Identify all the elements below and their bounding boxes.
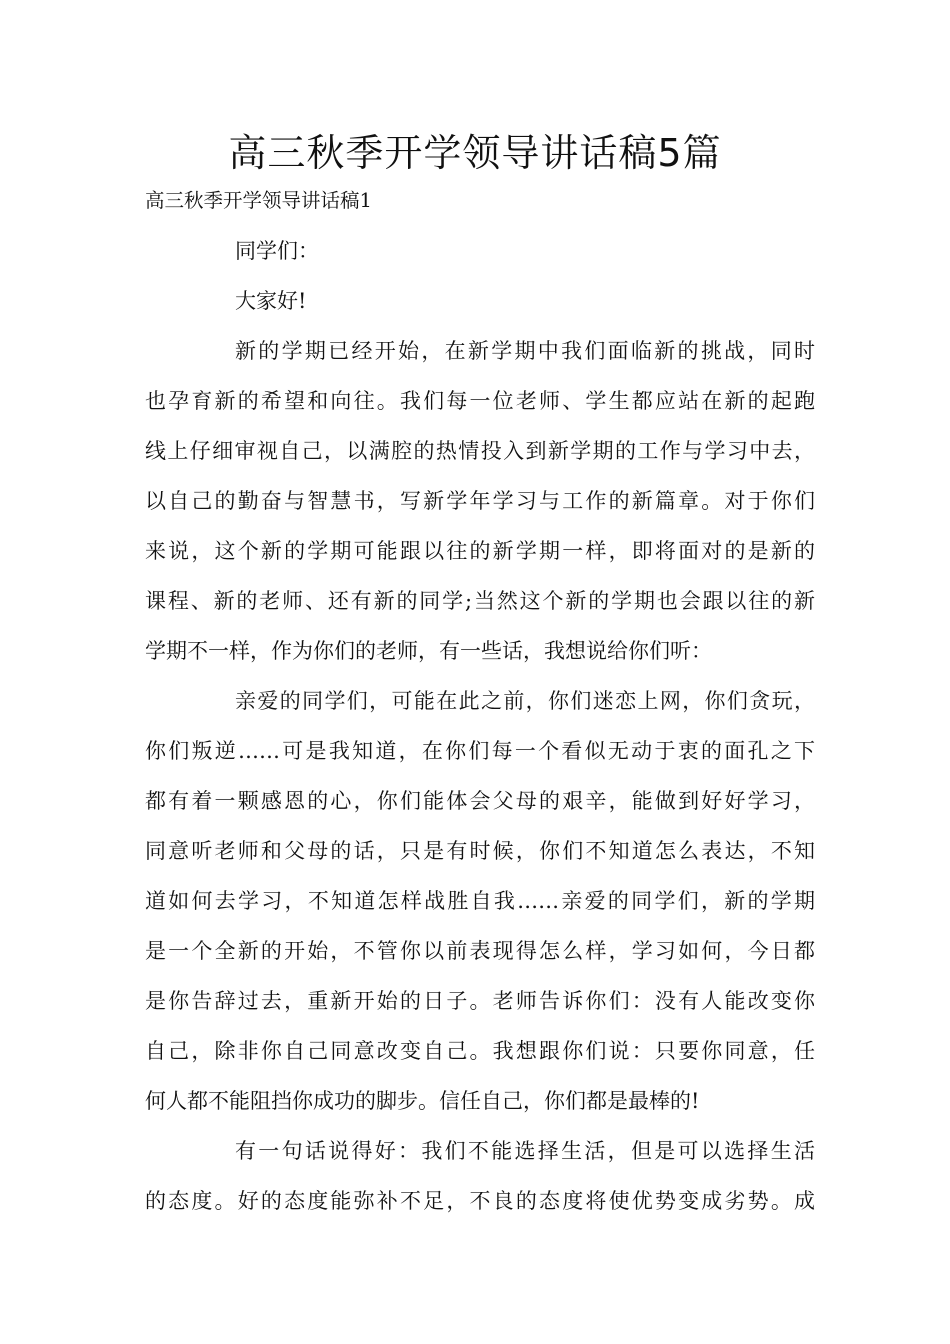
text-line: 是一个全新的开始，不管你以前表现得怎么样，学习如何，今日都 [145,939,815,963]
text-line: 线上仔细审视自己，以满腔的热情投入到新学期的工作与学习中去， [145,439,815,463]
text-line: 课程、新的老师、还有新的同学;当然这个新的学期也会跟以往的新 [145,589,815,613]
text-line: 亲爱的同学们，可能在此之前，你们迷恋上网，你们贪玩， [235,689,815,713]
text-line: 同意听老师和父母的话，只是有时候，你们不知道怎么表达，不知 [145,839,815,863]
text-line: 何人都不能阻挡你成功的脚步。信任自己，你们都是最棒的! [145,1089,700,1113]
text-line: 都有着一颗感恩的心，你们能体会父母的艰辛，能做到好好学习， [145,789,815,813]
document-subtitle: 高三秋季开学领导讲话稿1 [145,189,372,212]
text-line: 新的学期已经开始，在新学期中我们面临新的挑战，同时 [235,339,815,363]
text-line: 也孕育新的希望和向往。我们每一位老师、学生都应站在新的起跑 [145,389,815,413]
text-line: 来说，这个新的学期可能跟以往的新学期一样，即将面对的是新的 [145,539,815,563]
text-line: 以自己的勤奋与智慧书，写新学年学习与工作的新篇章。对于你们 [145,489,815,513]
text-line: 同学们： [235,239,319,263]
text-line: 是你告辞过去，重新开始的日子。老师告诉你们：没有人能改变你 [145,989,815,1013]
document-title: 高三秋季开学领导讲话稿5篇 [228,131,722,175]
text-line: 自己，除非你自己同意改变自己。我想跟你们说：只要你同意，任 [145,1039,815,1063]
text-line: 有一句话说得好：我们不能选择生活，但是可以选择生活 [235,1139,815,1163]
text-line: 你们叛逆……可是我知道，在你们每一个看似无动于衷的面孔之下 [145,739,815,763]
text-line: 大家好! [235,289,307,313]
text-line: 学期不一样，作为你们的老师，有一些话，我想说给你们听： [145,639,712,663]
text-line: 道如何去学习，不知道怎样战胜自我……亲爱的同学们，新的学期 [145,889,815,913]
text-line: 的态度。好的态度能弥补不足，不良的态度将使优势变成劣势。成 [145,1189,815,1213]
